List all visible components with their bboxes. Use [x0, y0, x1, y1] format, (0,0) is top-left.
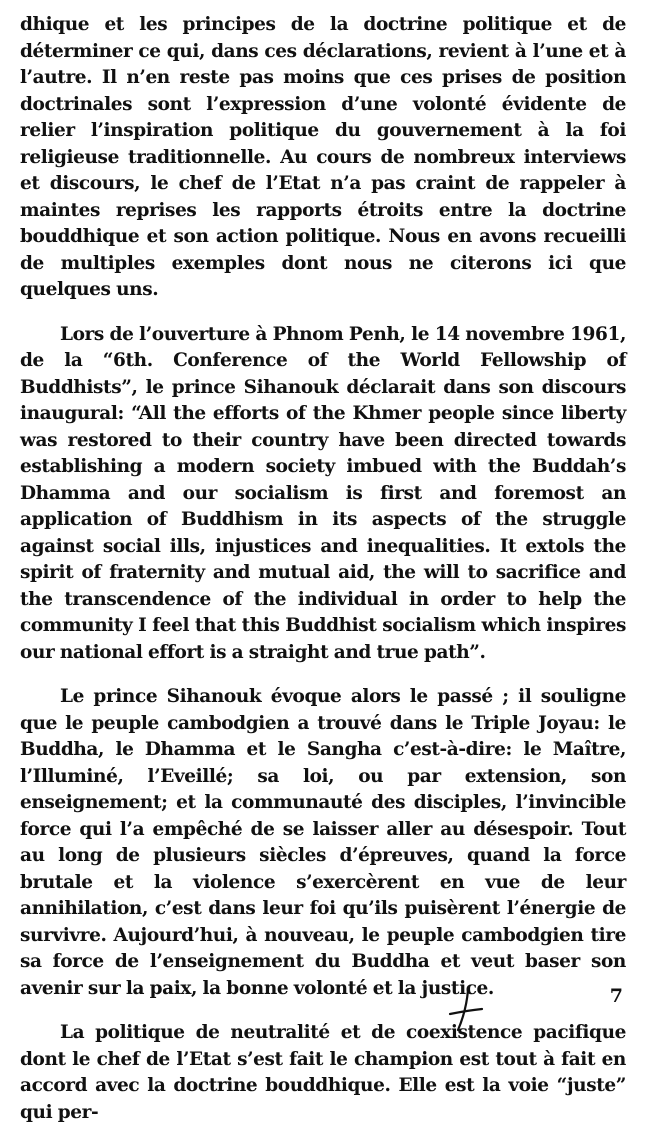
handwritten-mark-icon	[446, 988, 486, 1032]
page-number: 7	[609, 985, 623, 1007]
paragraph-4: La politique de neutralité et de coexistence pacifique dont le chef de l’Etat s’est fait le champion est tout à fait en accord avec la doctrine bouddhique. Elle est la voie “juste” qui per-	[20, 1022, 626, 1123]
document-page	[20, 12, 626, 1126]
paragraph-3: Le prince Sihanouk évoque alors le passé ; il souligne que le peuple cambodgien a trouvé dans le Triple Joyau: le Buddha, le Dhamma et le Sangha c’est-à-dire: le Maître, l’Illuminé, l’Eveillé; sa loi, ou par extension, son enseignement; et la communauté des disciples, l’invincible force qui l’a empêché de se laisser aller au désespoir. Tout au long de plusieurs siècles d’épreuves, quand la force brutale et la violence s’exercèrent en vue de leur annihilation, c’est dans leur foi qu’ils puisèrent l’énergie de survivre. Aujourd’hui, à nouveau, le peuple cambodgien tire sa force de l’enseignement du Buddha et veut baser son avenir sur la paix, la bonne volonté et la justice.	[20, 686, 626, 999]
paragraph-2: Lors de l’ouverture à Phnom Penh, le 14 novembre 1961, de la “6th. Conference of the World Fellowship of Buddhists”, le prince Sihanouk déclarait dans son discours inaugural: “All the efforts of the Khmer people since liberty was restored to their country have been directed towards establishing a modern society imbued with the Buddah’s Dhamma and our socialism is first and foremost an application of Buddhism in its aspects of the struggle against social ills, injustices and inequalities. It extols the spirit of fraternity and mutual aid, the will to sacrifice and the transcendence of the individual in order to help the community I feel that this Buddhist socialism which inspires our national effort is a straight and true path”.	[20, 323, 626, 663]
paragraph-1: dhique et les principes de la doctrine politique et de déterminer ce qui, dans ces déclarations, revient à l’une et à l’autre. Il n’en reste pas moins que ces prises de position doctrinales sont l’expression d’une volonté évidente de relier l’inspiration politique du gouvernement à la foi religieuse traditionnelle. Au cours de nombreux interviews et discours, le chef de l’Etat n’a pas craint de rappeler à maintes reprises les rapports étroits entre la doctrine bouddhique et son action politique. Nous en avons recueilli de multiples exemples dont nous ne citerons ici que quelques uns.	[20, 14, 626, 300]
